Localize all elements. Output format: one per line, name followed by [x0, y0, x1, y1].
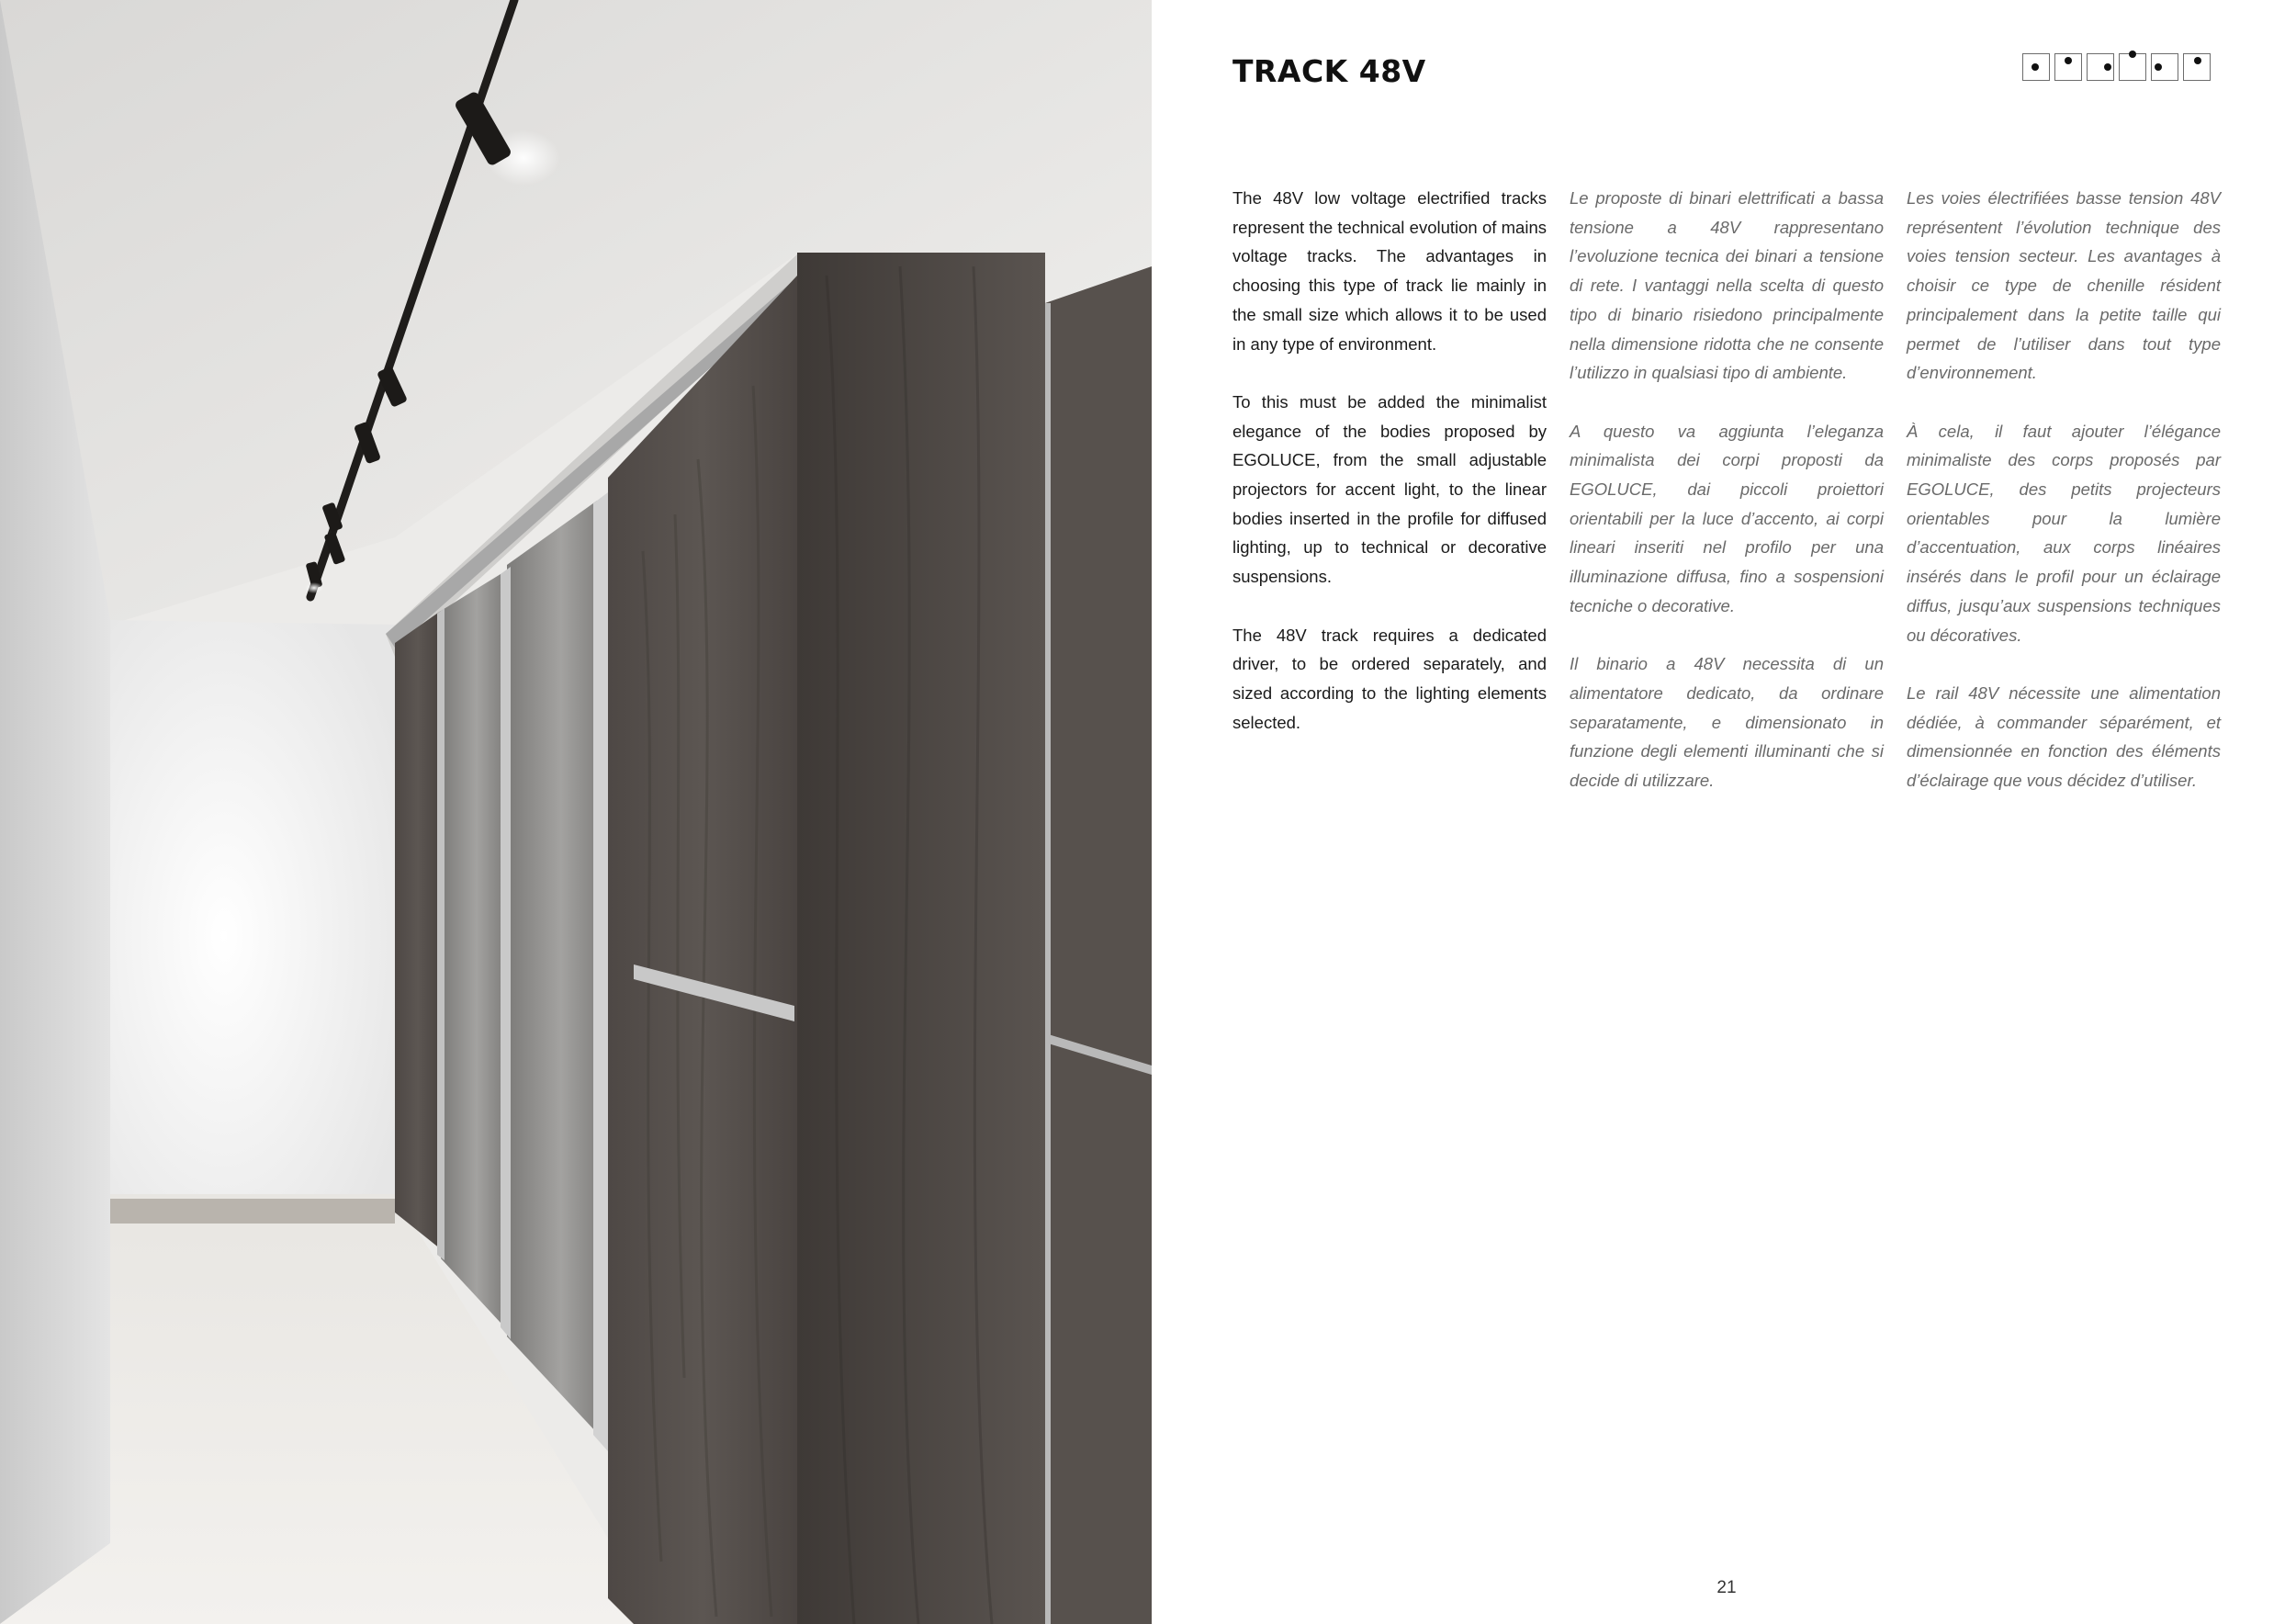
fr-paragraph-1: Les voies électrifiées basse tension 48V représentent l’évolution technique des voies tension secteur. Les avantages à choisir ce type de chenille résident principalement dans la petite taille qui permet de l’utiliser dans tout type d’environnement. [1907, 188, 2221, 383]
en-paragraph-3: The 48V track requires a dedicated driver, to be ordered separately, and sized according to the lighting elements selected. [1232, 625, 1547, 732]
mirror-door-2 [507, 501, 597, 1433]
it-paragraph-2: A questo va aggiunta l’eleganza minimalista dei corpi proposti da EGOLUCE, dai piccoli proiettori orientabili per la luce d’accento, ai corpi lineari inseriti nel profilo per una illuminazione diffusa, fino a sospensioni tecniche o decorative. [1570, 421, 1884, 615]
track-mount-icon-3 [2087, 53, 2114, 81]
track-mount-icon-2 [2054, 53, 2082, 81]
fr-paragraph-2: À cela, il faut ajouter l’élégance minimaliste des corps proposés par EGOLUCE, des petits projecteurs orientables pour la lumière d’accentuation, aux corps linéaires insérés dans le profil pour un éclairage diffus, jusqu’aux suspensions techniques ou décoratives. [1907, 421, 2221, 645]
track-mount-icon-6 [2183, 53, 2211, 81]
front-wood-door [608, 276, 797, 1624]
en-paragraph-1: The 48V low voltage electrified tracks represent the technical evolution of mains voltage tracks. The advantages in choosing this type of track lie mainly in the small size which allows it to be used in any type of environment. [1232, 188, 1547, 354]
track-mount-icon-5 [2151, 53, 2178, 81]
english-text-column [1232, 184, 1547, 766]
it-paragraph-3: Il binario a 48V necessita di un alimentatore dedicato, da ordinare separatamente, e dimensionato in funzione degli elementi illuminanti che si decide di utilizzare. [1570, 654, 1884, 791]
baseboard [110, 1199, 395, 1224]
far-wood-door [395, 611, 441, 1249]
track-mount-icon-1 [2022, 53, 2050, 81]
italian-text-column [1570, 184, 1884, 824]
track-mount-icon-4 [2119, 53, 2146, 81]
french-text-column [1907, 184, 2221, 824]
en-paragraph-2: To this must be added the minimalist elegance of the bodies proposed by EGOLUCE, from the small adjustable projectors for accent light, to the linear bodies inserted in the profile for diffused lighting, up to technical or decorative suspensions. [1232, 391, 1547, 587]
track-mount-icon-strip [2022, 53, 2211, 83]
it-paragraph-1: Le proposte di binari elettrificati a bassa tensione a 48V rappresentano l’evoluzione tecnica dei binari a tensione di rete. I vantaggi nella scelta di questo tipo di binario risiedono principalmente nella dimensione ridotta che ne consente l’utilizzo in qualsiasi tipo di ambiente. [1570, 188, 1884, 383]
page-number: 21 [1716, 1578, 1737, 1597]
right-cabinet [1045, 266, 1152, 1624]
page-title: TRACK 48V [1232, 53, 1426, 89]
back-wall [110, 620, 395, 1194]
mirror-door-1 [441, 574, 501, 1323]
fr-paragraph-3: Le rail 48V nécessite une alimentation dédiée, à commander séparément, et dimensionnée en fonction des éléments d’éclairage que vous décidez d’utiliser. [1907, 682, 2221, 791]
